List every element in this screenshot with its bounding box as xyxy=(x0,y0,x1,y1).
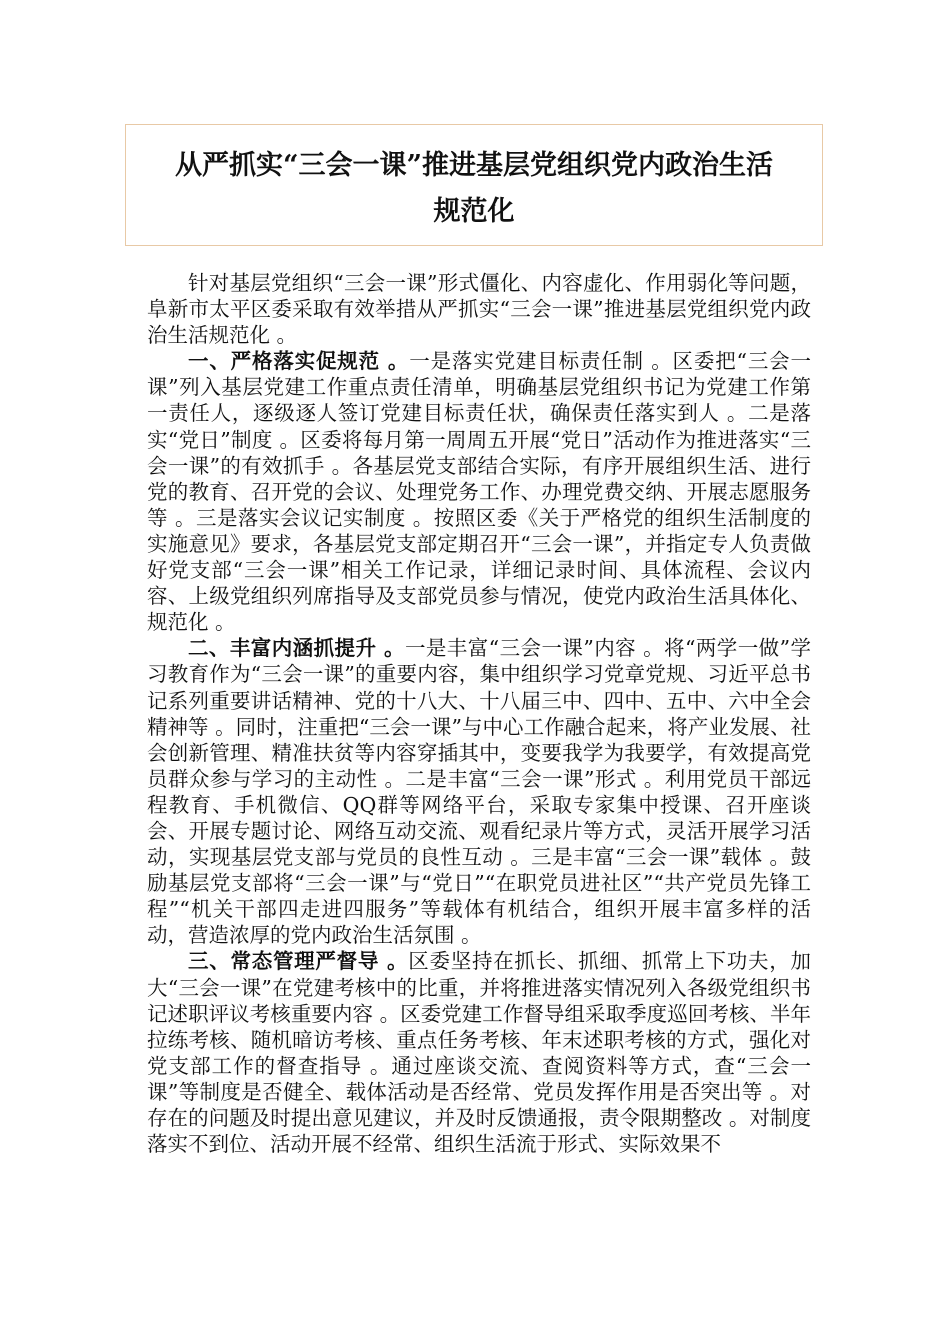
section-heading-1: 一、严格落实促规范 。 xyxy=(188,349,410,374)
section-heading-3: 三、常态管理严督导 。 xyxy=(188,949,409,974)
document-title-line-2: 规范化 xyxy=(433,196,515,227)
section-paragraph-2 xyxy=(147,635,811,948)
section-body-3: 区委坚持在抓长、抓细、抓常上下功夫，加大“三会一课”在党建考核中的比重，并将推进落实情况列入各级党组织书记述职评议考核重要内容 。区委党建工作督导组采取季度巡回考核、半年拉练考核、随机暗访考核、重点任务考核、年末述职考核的方式，强化对党支部工作的督查指导 。通过座谈交流、查阅资料等方式，查“三会一课”等制度是否健全、载体活动是否经常、党员发挥作用是否突出等 。对存在的问题及时提出意见建议，并及时反馈通报，责令限期整改 。对制度落实不到位、活动开展不经常、组织生活流于形式、实际效果不 xyxy=(147,949,812,1157)
title-box xyxy=(125,124,823,246)
document-title-line-1: 从严抓实“三会一课”推进基层党组织党内政治生活 xyxy=(174,150,774,181)
document-body xyxy=(147,270,811,1157)
intro-paragraph: 针对基层党组织“三会一课”形式僵化、内容虚化、作用弱化等问题，阜新市太平区委采取有效举措从严抓实“三会一课”推进基层党组织党内政治生活规范化 。 xyxy=(147,271,811,348)
section-paragraph-1 xyxy=(147,348,811,635)
section-heading-2: 二、丰富内涵抓提升 。 xyxy=(188,636,405,661)
section-body-2: 一是丰富“三会一课”内容 。将“两学一做”学习教育作为“三会一课”的重要内容，集中组织学习党章党规、习近平总书记系列重要讲话精神、党的十八大、十八届三中、四中、五中、六中全会精神等 。同时，注重把“三会一课”与中心工作融合起来，将产业发展、社会创新管理、精准扶贫等内容穿插其中，变要我学为我要学，有效提高党员群众参与学习的主动性 。二是丰富“三会一课”形式 。利用党员干部远程教育、手机微信、QQ群等网络平台，采取专家集中授课、召开座谈会、开展专题讨论、网络互动交流、观看纪录片等方式，灵活开展学习活动，实现基层党支部与党员的良性互动 。三是丰富“三会一课”载体 。鼓励基层党支部将“三会一课”与“党日”“在职党员进社区”“共产党员先锋工程”“机关干部四走进四服务”等载体有机结合，组织开展丰富多样的活动，营造浓厚的党内政治生活氛围 。 xyxy=(147,636,812,948)
section-paragraph-3 xyxy=(147,948,811,1157)
section-body-1: 一是落实党建目标责任制 。区委把“三会一课”列入基层党建工作重点责任清单，明确基层党组织书记为党建工作第一责任人，逐级逐人签订党建目标责任状，确保责任落实到人 。二是落实“党日”制度 。区委将每月第一周周五开展“党日”活动作为推进落实“三会一课”的有效抓手 。各基层党支部结合实际，有序开展组织生活、进行党的教育、召开党的会议、处理党务工作、办理党费交纳、开展志愿服务等 。三是落实会议记实制度 。按照区委《关于严格党的组织生活制度的实施意见》要求，各基层党支部定期召开“三会一课”，并指定专人负责做好党支部“三会一课”相关工作记录，详细记录时间、具体流程、会议内容、上级党组织列席指导及支部党员参与情况，使党内政治生活具体化、规范化 。 xyxy=(147,349,812,635)
